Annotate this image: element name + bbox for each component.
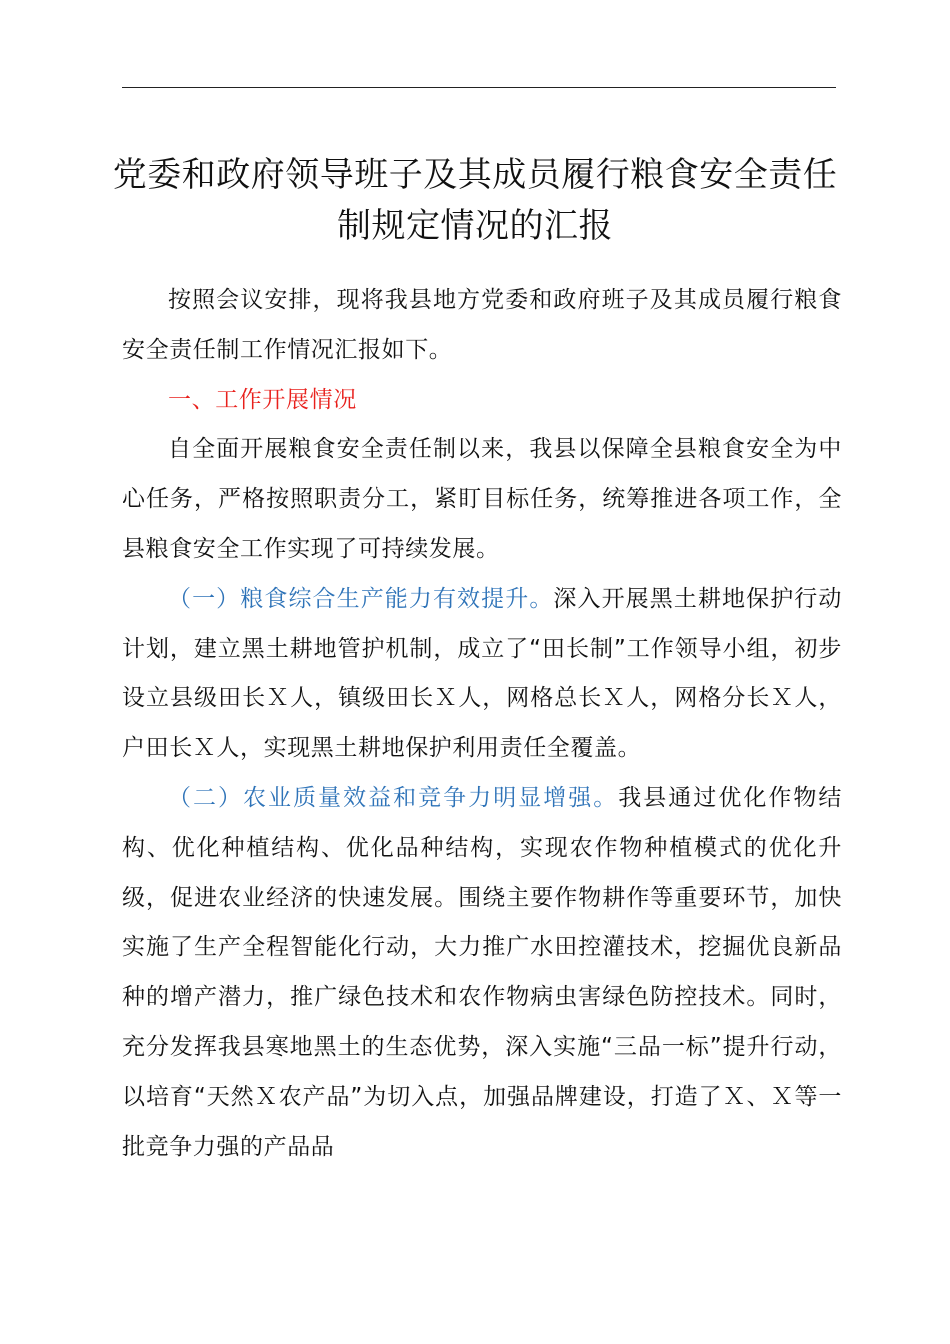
- subsection-1-heading: （一）粮食综合生产能力有效提升。: [168, 585, 554, 612]
- header-rule: [122, 87, 836, 88]
- subsection-2-paragraph: [122, 774, 842, 1172]
- subsection-1-paragraph: [122, 575, 842, 774]
- subsection-2-text: 我县通过优化作物结构、优化种植结构、优化品种结构，实现农作物种植模式的优化升级，促进农业经济的快速发展。围绕主要作物耕作等重要环节，加快实施了生产全程智能化行动，大力推广水田控灌技术，挖掘优良新品种的增产潜力，推广绿色技术和农作物病虫害绿色防控技术。同时，充分发挥我县寒地黑土的生态优势，深入实施“三品一标”提升行动，以培育“天然Ｘ农产品”为切入点，加强品牌建设，打造了Ｘ、Ｘ等一批竞争力强的产品品: [122, 784, 842, 1160]
- section-heading: 一、工作开展情况: [168, 386, 357, 413]
- intro-paragraph: 按照会议安排，现将我县地方党委和政府班子及其成员履行粮食安全责任制工作情况汇报如下。: [122, 287, 842, 363]
- document-title: 党委和政府领导班子及其成员履行粮食安全责任制规定情况的汇报: [112, 155, 838, 246]
- subsection-1-text: 深入开展黑土耕地保护行动计划，建立黑土耕地管护机制，成立了“田长制”工作领导小组，初步设立县级田长Ｘ人，镇级田长Ｘ人，网格总长Ｘ人，网格分长Ｘ人，户田长Ｘ人，实现黑土耕地保护利用责任全覆盖。: [122, 585, 842, 762]
- section-paragraph: 自全面开展粮食安全责任制以来，我县以保障全县粮食安全为中心任务，严格按照职责分工，紧盯目标任务，统筹推进各项工作，全县粮食安全工作实现了可持续发展。: [122, 436, 842, 562]
- subsection-2-heading: （二）农业质量效益和竞争力明显增强。: [168, 784, 619, 811]
- document-body: [122, 276, 842, 1172]
